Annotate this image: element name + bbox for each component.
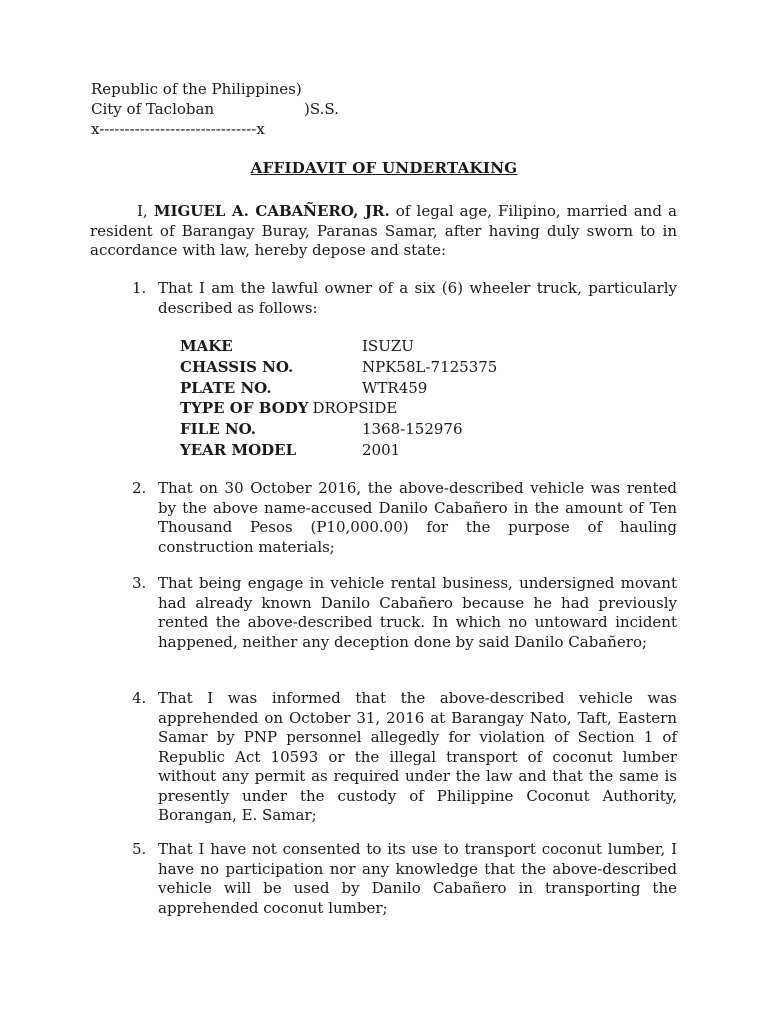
vehicle-specs	[180, 337, 498, 462]
venue-city: City of Tacloban	[91, 100, 215, 118]
venue-city-row	[91, 100, 339, 120]
item-number: 4.	[132, 689, 147, 707]
item-number: 1.	[132, 279, 147, 297]
list-item-4	[132, 689, 677, 826]
spec-row-file	[180, 420, 463, 441]
item-text: That being engage in vehicle rental business, undersigned movant had already known Danilo Cabañero because he had previously rented the above-described truck. In which no untoward incident happened, neither any deception done by said Danilo Cabañero;	[158, 574, 677, 651]
spec-value: WTR459	[362, 378, 428, 397]
spec-label: CHASSIS NO.	[180, 357, 294, 376]
item-text: That on 30 October 2016, the above-described vehicle was rented by the above name-accused Danilo Cabañero in the amount of Ten Thousand Pesos (P10,000.00) for the purpose of hauling construction materials;	[158, 479, 677, 556]
list-item-3	[132, 574, 677, 652]
item-number: 2.	[132, 479, 147, 497]
spec-label: FILE NO.	[180, 420, 256, 439]
venue-separator: x-------------------------------x	[91, 120, 265, 138]
intro-pre: I,	[137, 202, 154, 220]
spec-label: MAKE	[180, 337, 233, 355]
list-item-5	[132, 840, 677, 918]
item-number: 3.	[132, 574, 147, 592]
spec-value: DROPSIDE	[312, 399, 398, 418]
spec-row-make	[180, 337, 414, 358]
document-title: AFFIDAVIT OF UNDERTAKING	[250, 159, 518, 177]
intro-paragraph	[90, 202, 677, 261]
spec-value: 1368-152976	[362, 420, 463, 439]
spec-value: ISUZU	[362, 337, 414, 355]
item-number: 5.	[132, 840, 147, 858]
spec-value: NPK58L-7125375	[362, 357, 498, 376]
venue-block	[91, 80, 339, 140]
item-text: That I was informed that the above-described vehicle was apprehended on October 31, 2016 at Barangay Nato, Taft, Eastern Samar by PNP personnel allegedly for violation of Section 1 of Republic Act 10593 or the illegal transport of coconut lumber without any permit as required under the law and that the same is presently under the custody of Philippine Coconut Authority, Borangan, E. Samar;	[158, 689, 677, 824]
spec-row-body	[180, 399, 397, 420]
affiant-name: MIGUEL A. CABAÑERO, JR.	[153, 202, 390, 220]
spec-label: PLATE NO.	[180, 378, 272, 397]
spec-row-chassis	[180, 357, 498, 379]
venue-ss: )S.S.	[304, 100, 339, 118]
list-item-1	[132, 279, 677, 318]
venue-country: Republic of the Philippines)	[91, 80, 302, 98]
item-text: That I have not consented to its use to transport coconut lumber, I have no participation nor any knowledge that the above-described vehicle will be used by Danilo Cabañero in transporting the apprehended coconut lumber;	[158, 840, 677, 917]
list-item-2	[132, 479, 677, 557]
item-text: That I am the lawful owner of a six (6) wheeler truck, particularly described as follows:	[158, 279, 677, 317]
spec-row-plate	[180, 378, 428, 400]
spec-label: TYPE OF BODY	[180, 399, 309, 418]
spec-value: 2001	[362, 440, 401, 459]
spec-label: YEAR MODEL	[180, 440, 297, 459]
intro-post: of legal age, Filipino, married and a resident of Barangay Buray, Paranas Samar, after having duly sworn to in accordance with law, hereby depose and state:	[90, 202, 678, 259]
spec-row-year	[180, 440, 401, 462]
